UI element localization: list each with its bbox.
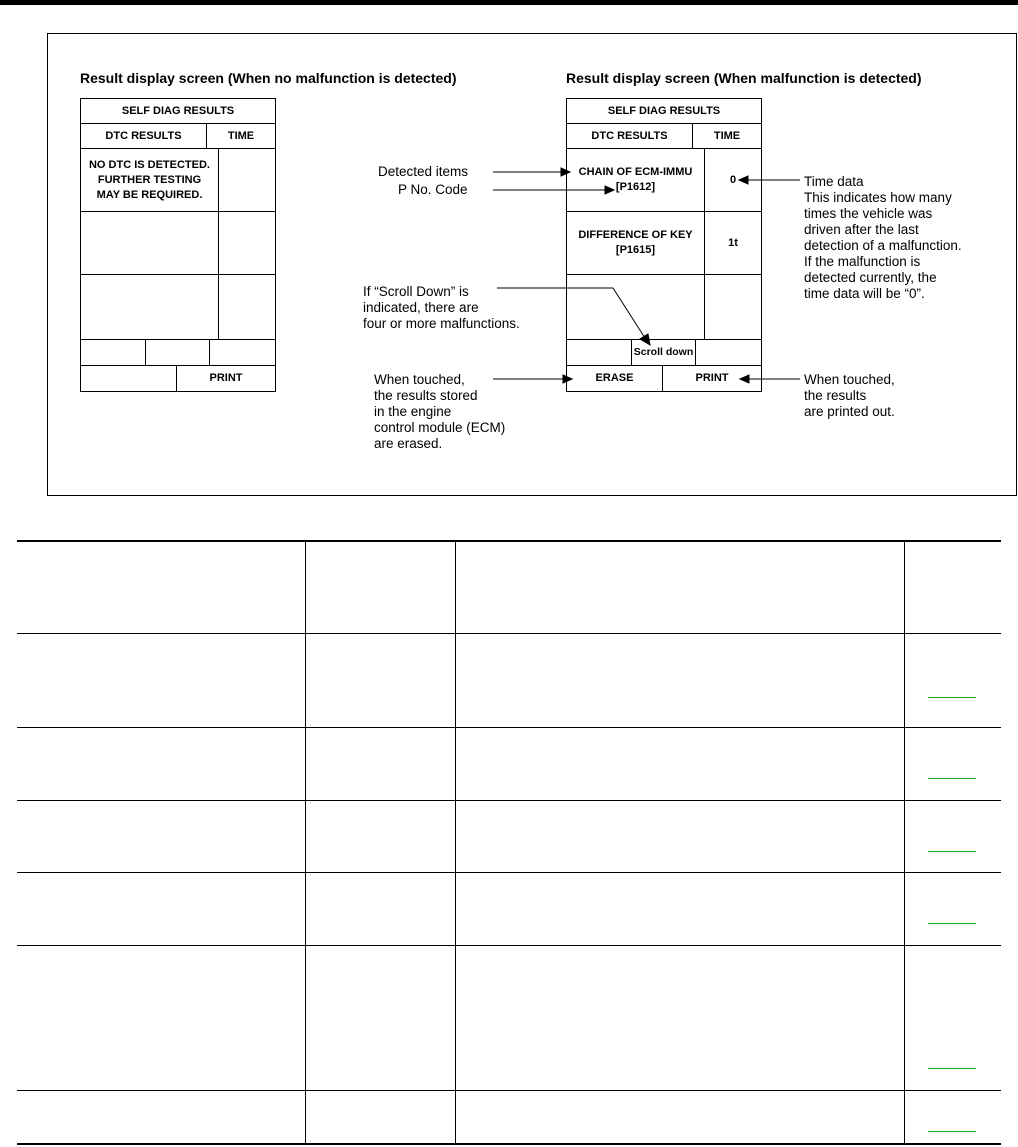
dtc-item-name: DIFFERENCE OF KEY [578, 229, 693, 241]
arrow-head [740, 375, 749, 383]
dtc-item-code: [P1615] [615, 244, 656, 256]
erase-button[interactable]: ERASE [566, 365, 663, 392]
note-line: When touched, [804, 372, 895, 387]
note-line: detected currently, the [804, 270, 937, 285]
reference-link[interactable] [928, 923, 976, 924]
left-print-button[interactable]: PRINT [176, 365, 276, 392]
note-line: the results [804, 388, 867, 403]
note-line: in the engine [374, 404, 452, 419]
note-line: driven after the last [804, 222, 919, 237]
annotation-arrows [0, 0, 1018, 500]
arrow-head [640, 334, 650, 345]
reference-link[interactable] [928, 1068, 976, 1069]
note-line: time data will be “0”. [804, 286, 925, 301]
table-col-rule [455, 540, 456, 1144]
reference-link[interactable] [928, 778, 976, 779]
p-no-code-label: P No. Code [398, 182, 468, 197]
note-line: If the malfunction is [804, 254, 921, 269]
scroll-leader-diag [613, 288, 645, 338]
note-line: This indicates how many [804, 190, 952, 205]
reference-link[interactable] [928, 851, 976, 852]
note-line: are erased. [374, 436, 443, 451]
detected-items-label: Detected items [378, 164, 469, 179]
msg-line: NO DTC IS DETECTED. [88, 158, 210, 171]
note-line: four or more malfunctions. [363, 316, 520, 331]
table-bottom-rule [17, 1143, 1001, 1145]
note-line: Time data [804, 174, 864, 189]
note-line: are printed out. [804, 404, 895, 419]
table-row-rule [17, 872, 1001, 873]
table-top-rule [17, 540, 1001, 542]
left-col-time: TIME [206, 123, 276, 149]
reference-link[interactable] [928, 1131, 976, 1132]
note-line: times the vehicle was [804, 206, 933, 221]
scroll-down-button[interactable]: Scroll down [631, 339, 696, 366]
left-col-dtc: DTC RESULTS [80, 123, 207, 149]
dtc-item-1-time: 0 [704, 148, 762, 212]
dtc-item-code: [P1612] [615, 181, 656, 193]
msg-line: MAY BE REQUIRED. [96, 188, 203, 201]
right-print-button[interactable]: PRINT [662, 365, 762, 392]
right-col-time: TIME [692, 123, 762, 149]
right-title: SELF DIAG RESULTS [566, 98, 762, 124]
left-screen-heading: Result display screen (When no malfunction is detected) [80, 70, 457, 86]
table-col-rule [904, 540, 905, 1144]
table-row-rule [17, 1090, 1001, 1091]
note-line: control module (ECM) [374, 420, 506, 435]
arrow-head [563, 375, 572, 383]
note-line: When touched, [374, 372, 465, 387]
table-row-rule [17, 633, 1001, 634]
arrow-head [605, 186, 614, 194]
note-line: the results stored [374, 388, 478, 403]
left-title: SELF DIAG RESULTS [80, 98, 276, 124]
note-line: detection of a malfunction. [804, 238, 962, 253]
arrow-head [739, 176, 748, 184]
note-line: If “Scroll Down” is [363, 284, 469, 299]
table-row-rule [17, 800, 1001, 801]
dtc-item-2-time: 1t [704, 211, 762, 275]
right-screen-heading: Result display screen (When malfunction is detected) [566, 70, 922, 86]
right-col-dtc: DTC RESULTS [566, 123, 693, 149]
msg-line: FURTHER TESTING [97, 173, 202, 186]
reference-link[interactable] [928, 697, 976, 698]
dtc-item-name: CHAIN OF ECM-IMMU [578, 166, 693, 178]
table-row-rule [17, 727, 1001, 728]
arrow-head [561, 168, 570, 176]
table-row-rule [17, 945, 1001, 946]
table-col-rule [305, 540, 306, 1144]
note-line: indicated, there are [363, 300, 479, 315]
